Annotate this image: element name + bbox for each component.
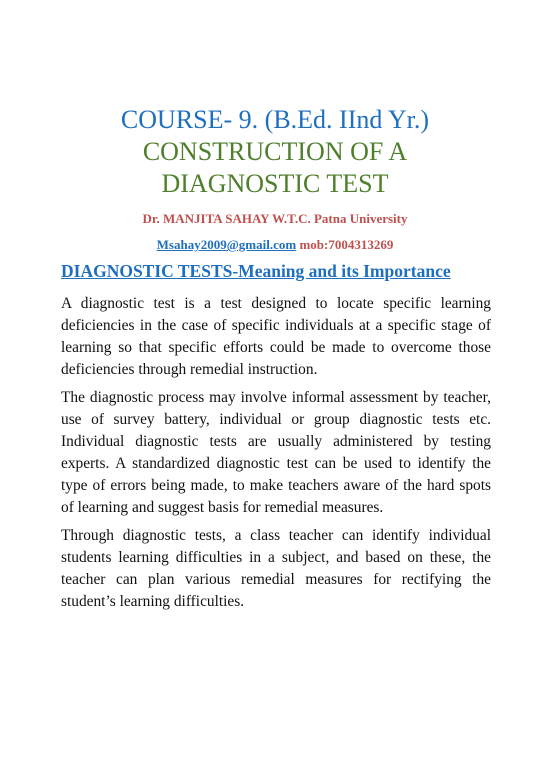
- main-title-line-1: CONSTRUCTION OF A: [142, 137, 408, 166]
- mobile-number: mob:7004313269: [299, 237, 394, 252]
- section-heading: DIAGNOSTIC TESTS-Meaning and its Importance: [61, 261, 451, 281]
- main-title-line-2: DIAGNOSTIC TEST: [161, 169, 389, 198]
- course-title: COURSE- 9. (B.Ed. IInd Yr.): [120, 105, 430, 134]
- author-affiliation: Dr. MANJITA SAHAY W.T.C. Patna University: [142, 211, 408, 226]
- paragraph: Through diagnostic tests, a class teacher can identify individual students learning difficulties in a subject, and based on these, the teacher can plan various remedial measures for rectifying the student’s learning difficulties.: [61, 527, 491, 610]
- paragraph: A diagnostic test is a test designed to locate specific learning deficiencies in the case of specific individuals at a specific stage of learning so that specific efforts could be made to overcome those deficiencies through remedial instruction.: [61, 295, 491, 378]
- contact-line: [60, 236, 490, 254]
- email-link[interactable]: Msahay2009@gmail.com: [156, 237, 297, 252]
- body-text: [61, 293, 491, 619]
- title-block: [60, 104, 490, 254]
- paragraph: The diagnostic process may involve informal assessment by teacher, use of survey battery, individual or group diagnostic tests etc. Individual diagnostic tests are usually administered by testing experts. A standardized diagnostic test can be used to identify the type of errors being made, to make teachers aware of the hard spots of learning and suggest basis for remedial measures.: [61, 389, 491, 516]
